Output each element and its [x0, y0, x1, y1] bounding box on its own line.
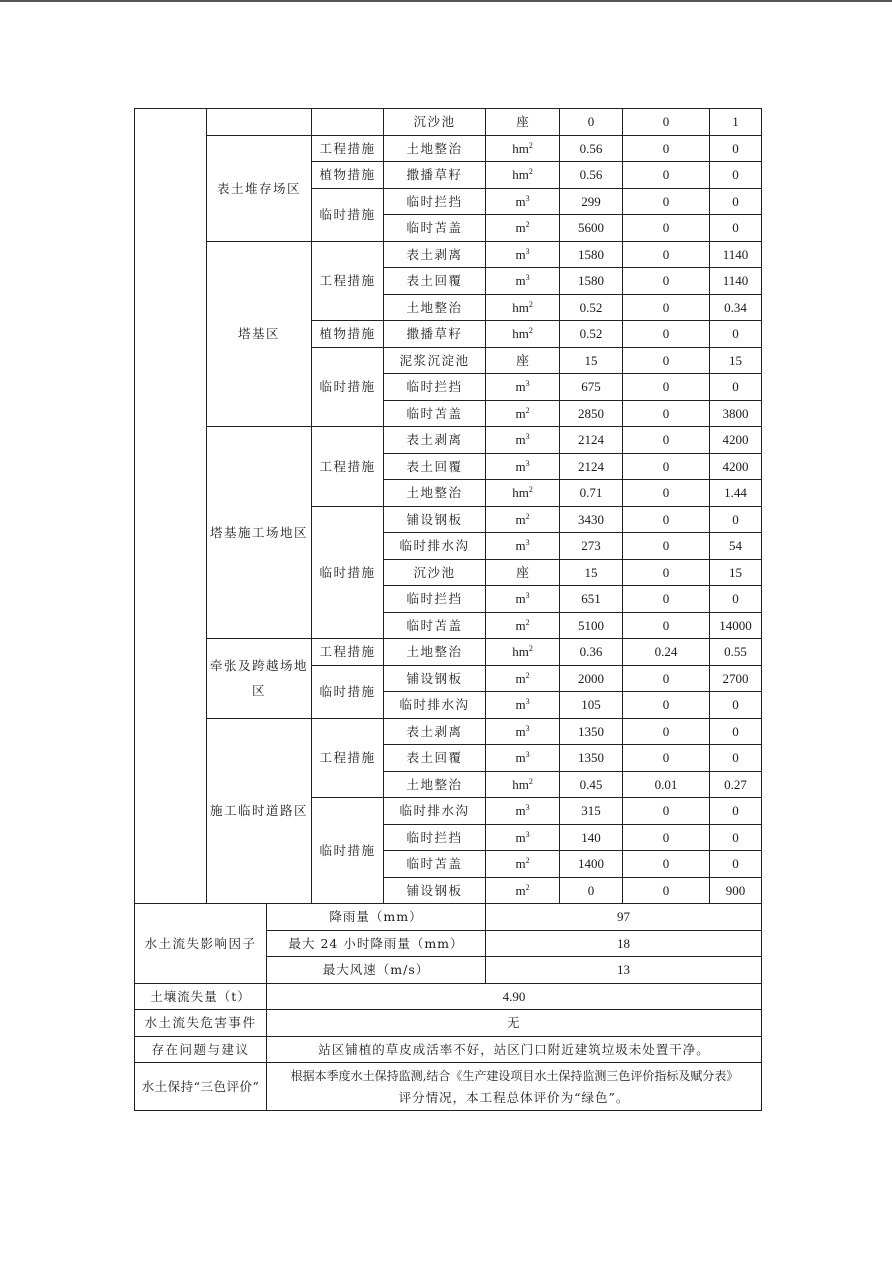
design-value: 2850	[560, 400, 623, 427]
quarter-value: 0	[623, 665, 710, 692]
table-row	[135, 135, 762, 162]
unit: $m^2$	[486, 400, 560, 427]
cumulative-value: 0	[710, 824, 762, 851]
unit: $m^2$	[486, 877, 560, 904]
quarter-value: 0	[623, 851, 710, 878]
hazard-value: 无	[267, 1010, 762, 1037]
measure-name: 表土剥离	[384, 718, 486, 745]
soil-loss-value: 4.90	[267, 983, 762, 1010]
measure-name: 沉沙池	[384, 559, 486, 586]
cumulative-value: 54	[710, 533, 762, 560]
quarter-value: 0	[623, 188, 710, 215]
cumulative-value: 0	[710, 798, 762, 825]
design-value: 0.45	[560, 771, 623, 798]
evaluation-line-1: 根据本季度水土保持监测,结合《生产建设项目水土保持监测三色评价指标及赋分表》	[290, 1068, 739, 1083]
measure-name: 表土剥离	[384, 427, 486, 454]
quarter-value: 0	[623, 692, 710, 719]
cumulative-value: 0	[710, 374, 762, 401]
unit: $m^3$	[486, 586, 560, 613]
cumulative-value: 1140	[710, 241, 762, 268]
quarter-value: 0	[623, 109, 710, 136]
measure-name: 表土回覆	[384, 745, 486, 772]
measure-name: 表土回覆	[384, 453, 486, 480]
measure-name: 泥浆沉淀池	[384, 347, 486, 374]
evaluation-line-2: 评分情况，本工程总体评价为“绿色”。	[398, 1089, 630, 1105]
design-value: 0.52	[560, 294, 623, 321]
cumulative-value: 0.34	[710, 294, 762, 321]
design-value: 651	[560, 586, 623, 613]
unit: $hm^2$	[486, 639, 560, 666]
measure-name: 临时苫盖	[384, 400, 486, 427]
unit: $m^2$	[486, 665, 560, 692]
measure-name: 临时拦挡	[384, 824, 486, 851]
category-column-cell	[135, 109, 207, 904]
quarter-value: 0	[623, 135, 710, 162]
measure-name: 临时排水沟	[384, 692, 486, 719]
unit: $m^2$	[486, 612, 560, 639]
soil-loss-label: 土壤流失量（t）	[135, 983, 267, 1010]
factor-value: 18	[486, 930, 762, 957]
cumulative-value: 4200	[710, 427, 762, 454]
table-row	[135, 427, 762, 454]
cumulative-value: 1	[710, 109, 762, 136]
unit: $hm^2$	[486, 480, 560, 507]
monitoring-table	[134, 108, 762, 1111]
factor-name: 最大 24 小时降雨量（mm）	[267, 930, 486, 957]
cumulative-value: 1140	[710, 268, 762, 295]
quarter-value: 0	[623, 321, 710, 348]
quarter-value: 0	[623, 506, 710, 533]
quarter-value: 0	[623, 347, 710, 374]
unit: $m^3$	[486, 718, 560, 745]
unit: $hm^2$	[486, 135, 560, 162]
quarter-value: 0	[623, 533, 710, 560]
area-name: 塔基区	[207, 241, 312, 427]
quarter-value: 0	[623, 215, 710, 242]
design-value: 140	[560, 824, 623, 851]
page-top-rule	[0, 0, 892, 2]
design-value: 105	[560, 692, 623, 719]
design-value: 0.56	[560, 162, 623, 189]
unit: $hm^2$	[486, 321, 560, 348]
design-value: 0.52	[560, 321, 623, 348]
cumulative-value: 4200	[710, 453, 762, 480]
measure-name: 撒播草籽	[384, 162, 486, 189]
quarter-value: 0	[623, 745, 710, 772]
area-name: 塔基施工场地区	[207, 427, 312, 639]
quarter-value: 0	[623, 480, 710, 507]
table-row	[135, 241, 762, 268]
measure-type: 工程措施	[312, 639, 384, 666]
design-value: 1350	[560, 745, 623, 772]
unit: $m^3$	[486, 453, 560, 480]
quarter-value: 0	[623, 400, 710, 427]
measure-name: 临时排水沟	[384, 533, 486, 560]
unit: 座	[486, 559, 560, 586]
unit: 座	[486, 347, 560, 374]
unit: $hm^2$	[486, 294, 560, 321]
design-value: 0.71	[560, 480, 623, 507]
quarter-value: 0	[623, 241, 710, 268]
unit: $m^3$	[486, 692, 560, 719]
design-value: 3430	[560, 506, 623, 533]
measure-type-cell-continued	[312, 109, 384, 136]
unit: $m^3$	[486, 824, 560, 851]
measure-name: 土地整治	[384, 771, 486, 798]
factor-name: 最大风速（m/s）	[267, 957, 486, 984]
design-value: 0	[560, 877, 623, 904]
area-name: 牵张及跨越场地区	[207, 639, 312, 719]
design-value: 5100	[560, 612, 623, 639]
cumulative-value: 0.27	[710, 771, 762, 798]
quarter-value: 0	[623, 612, 710, 639]
measure-name: 土地整治	[384, 294, 486, 321]
table-row	[135, 983, 762, 1010]
unit: 座	[486, 109, 560, 136]
quarter-value: 0.01	[623, 771, 710, 798]
unit: $hm^2$	[486, 162, 560, 189]
measure-type: 临时措施	[312, 188, 384, 241]
unit: $m^3$	[486, 798, 560, 825]
cumulative-value: 0	[710, 851, 762, 878]
measure-name: 铺设钢板	[384, 665, 486, 692]
measure-type: 临时措施	[312, 506, 384, 639]
design-value: 15	[560, 559, 623, 586]
quarter-value: 0	[623, 453, 710, 480]
quarter-value: 0.24	[623, 639, 710, 666]
design-value: 15	[560, 347, 623, 374]
design-value: 0.56	[560, 135, 623, 162]
measure-name: 铺设钢板	[384, 877, 486, 904]
measure-type: 工程措施	[312, 718, 384, 798]
measure-type: 植物措施	[312, 321, 384, 348]
quarter-value: 0	[623, 877, 710, 904]
cumulative-value: 15	[710, 559, 762, 586]
measure-name: 撒播草籽	[384, 321, 486, 348]
quarter-value: 0	[623, 268, 710, 295]
factor-value: 97	[486, 904, 762, 931]
measure-name: 临时苫盖	[384, 215, 486, 242]
cumulative-value: 15	[710, 347, 762, 374]
cumulative-value: 0	[710, 321, 762, 348]
evaluation-label: 水土保持“三色评价”	[135, 1063, 267, 1111]
measure-name: 土地整治	[384, 135, 486, 162]
cumulative-value: 1.44	[710, 480, 762, 507]
quarter-value: 0	[623, 718, 710, 745]
table-row	[135, 718, 762, 745]
measure-name: 土地整治	[384, 480, 486, 507]
cumulative-value: 14000	[710, 612, 762, 639]
unit: $m^3$	[486, 188, 560, 215]
issues-value: 站区铺植的草皮成活率不好，站区门口附近建筑垃圾未处置干净。	[267, 1036, 762, 1063]
table-row	[135, 639, 762, 666]
measure-name: 临时苫盖	[384, 851, 486, 878]
cumulative-value: 0	[710, 162, 762, 189]
quarter-value: 0	[623, 294, 710, 321]
quarter-value: 0	[623, 374, 710, 401]
measure-name: 铺设钢板	[384, 506, 486, 533]
table-row	[135, 109, 762, 136]
cumulative-value: 2700	[710, 665, 762, 692]
cumulative-value: 0	[710, 586, 762, 613]
cumulative-value: 0	[710, 215, 762, 242]
measure-type: 工程措施	[312, 135, 384, 162]
cumulative-value: 900	[710, 877, 762, 904]
measure-name: 表土回覆	[384, 268, 486, 295]
measure-name: 表土剥离	[384, 241, 486, 268]
unit: $m^2$	[486, 215, 560, 242]
design-value: 1400	[560, 851, 623, 878]
unit: $m^3$	[486, 533, 560, 560]
unit: $m^3$	[486, 241, 560, 268]
area-name: 施工临时道路区	[207, 718, 312, 904]
measure-name: 临时排水沟	[384, 798, 486, 825]
design-value: 2124	[560, 427, 623, 454]
cumulative-value: 0	[710, 745, 762, 772]
measure-type: 工程措施	[312, 241, 384, 321]
design-value: 315	[560, 798, 623, 825]
factor-name: 降雨量（mm）	[267, 904, 486, 931]
area-name: 表土堆存场区	[207, 135, 312, 241]
measure-type: 临时措施	[312, 665, 384, 718]
measure-type: 植物措施	[312, 162, 384, 189]
measure-name: 沉沙池	[384, 109, 486, 136]
design-value: 273	[560, 533, 623, 560]
cumulative-value: 0	[710, 506, 762, 533]
table-row	[135, 904, 762, 931]
measure-type: 临时措施	[312, 798, 384, 904]
quarter-value: 0	[623, 824, 710, 851]
area-cell-continued	[207, 109, 312, 136]
quarter-value: 0	[623, 427, 710, 454]
design-value: 1580	[560, 241, 623, 268]
quarter-value: 0	[623, 559, 710, 586]
factor-value: 13	[486, 957, 762, 984]
design-value: 299	[560, 188, 623, 215]
design-value: 2124	[560, 453, 623, 480]
measure-type: 工程措施	[312, 427, 384, 507]
unit: $m^2$	[486, 506, 560, 533]
table-row	[135, 1036, 762, 1063]
cumulative-value: 3800	[710, 400, 762, 427]
quarter-value: 0	[623, 798, 710, 825]
unit: $m^3$	[486, 268, 560, 295]
measure-name: 临时拦挡	[384, 188, 486, 215]
design-value: 0.36	[560, 639, 623, 666]
cumulative-value: 0	[710, 135, 762, 162]
cumulative-value: 0	[710, 188, 762, 215]
design-value: 1580	[560, 268, 623, 295]
cumulative-value: 0.55	[710, 639, 762, 666]
measure-name: 临时拦挡	[384, 374, 486, 401]
unit: $m^3$	[486, 427, 560, 454]
measure-name: 临时拦挡	[384, 586, 486, 613]
unit: $hm^2$	[486, 771, 560, 798]
design-value: 1350	[560, 718, 623, 745]
cumulative-value: 0	[710, 718, 762, 745]
measure-name: 土地整治	[384, 639, 486, 666]
design-value: 0	[560, 109, 623, 136]
hazard-label: 水土流失危害事件	[135, 1010, 267, 1037]
factors-label: 水土流失影响因子	[135, 904, 267, 984]
unit: $m^3$	[486, 374, 560, 401]
cumulative-value: 0	[710, 692, 762, 719]
table-row	[135, 1063, 762, 1111]
issues-label: 存在问题与建议	[135, 1036, 267, 1063]
unit: $m^3$	[486, 745, 560, 772]
measure-name: 临时苫盖	[384, 612, 486, 639]
quarter-value: 0	[623, 162, 710, 189]
evaluation-value	[267, 1063, 762, 1111]
design-value: 675	[560, 374, 623, 401]
quarter-value: 0	[623, 586, 710, 613]
unit: $m^2$	[486, 851, 560, 878]
design-value: 5600	[560, 215, 623, 242]
table-row	[135, 1010, 762, 1037]
design-value: 2000	[560, 665, 623, 692]
measure-type: 临时措施	[312, 347, 384, 427]
